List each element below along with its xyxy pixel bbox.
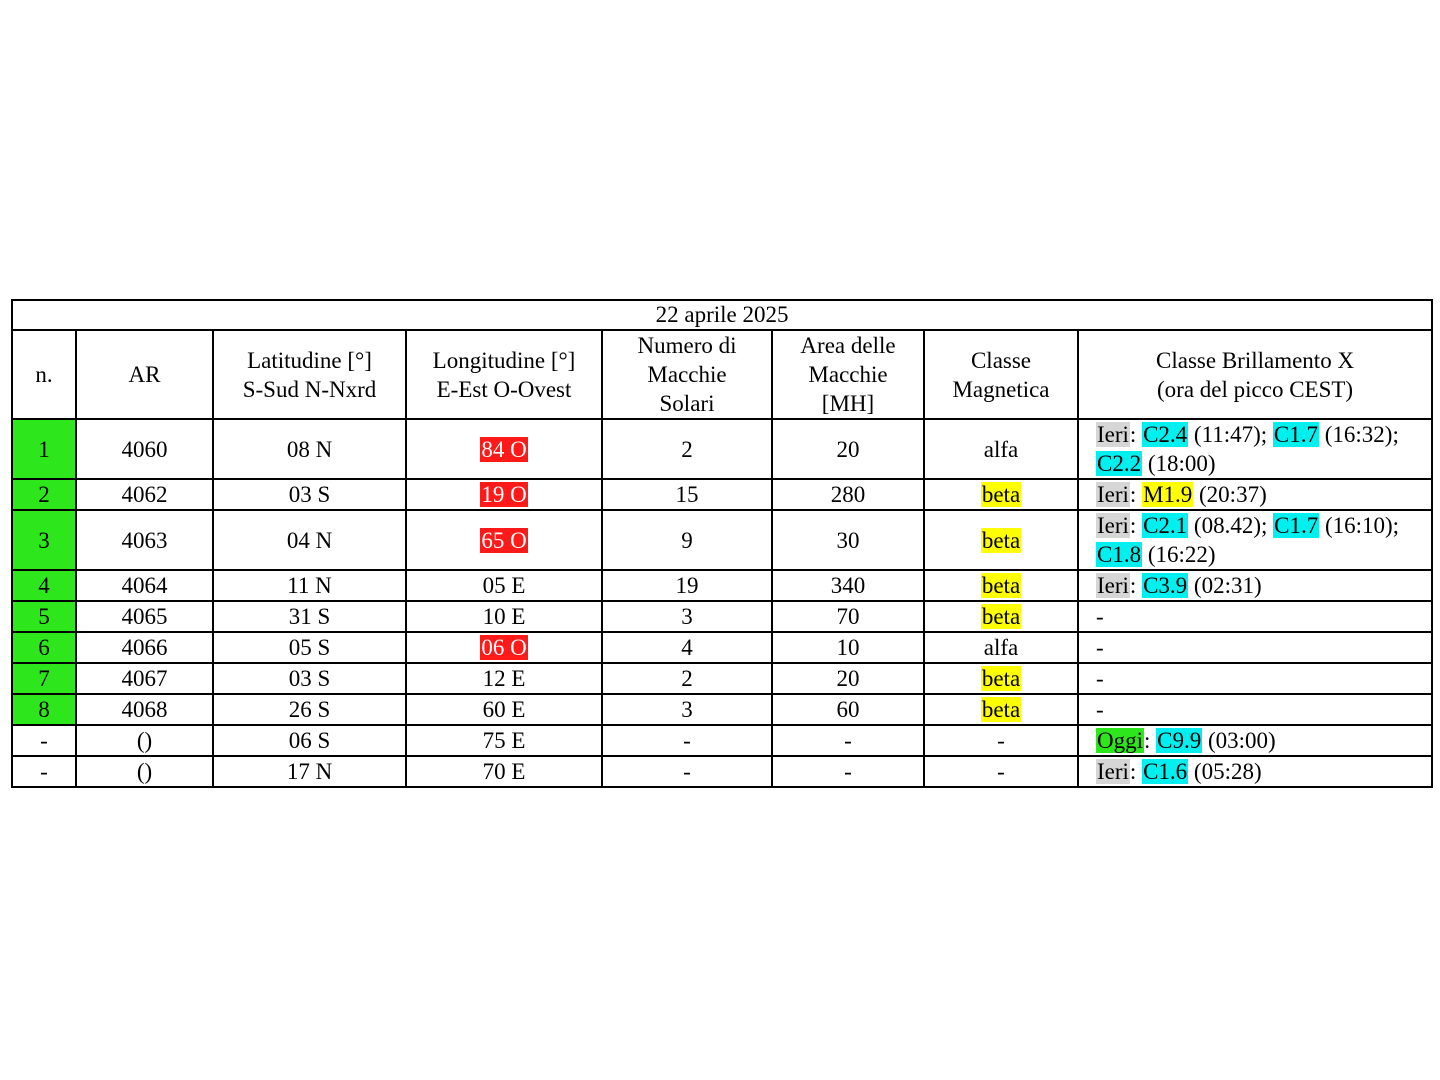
cell-ar: 4064 — [76, 570, 213, 601]
cell-latitude: 03 S — [213, 663, 406, 694]
cell-ar: 4065 — [76, 601, 213, 632]
flare-separator: : — [1129, 573, 1143, 598]
cell-magnetic-class — [924, 601, 1078, 632]
cell-n: 5 — [12, 601, 76, 632]
flare-class: C1.8 — [1097, 542, 1142, 567]
cell-ar: 4060 — [76, 419, 213, 479]
flare-day-label: Ieri — [1097, 759, 1129, 784]
cell-ar: () — [76, 725, 213, 756]
flare-separator: : — [1144, 728, 1157, 753]
magnetic-class-value: beta — [981, 604, 1021, 629]
cell-sunspot-area: 280 — [772, 479, 924, 510]
flare-class: C2.2 — [1097, 451, 1142, 476]
header-latitude: Latitudine [°] S-Sud N-Nxrd — [213, 330, 406, 419]
header-sunspot-area: Area delle Macchie [MH] — [772, 330, 924, 419]
table-row — [12, 479, 1432, 510]
magnetic-class-value: beta — [981, 666, 1021, 691]
flare-time: (03:00) — [1202, 728, 1276, 753]
flare-class: C1.7 — [1273, 422, 1318, 447]
cell-longitude — [406, 601, 602, 632]
cell-n: 1 — [12, 419, 76, 479]
magnetic-class-value: alfa — [983, 436, 1019, 462]
longitude-value: 70 E — [482, 759, 526, 784]
cell-sunspot-count: 3 — [602, 694, 772, 725]
cell-sunspot-area: 30 — [772, 510, 924, 570]
flare-time: (05:28) — [1188, 759, 1262, 784]
table-row — [12, 663, 1432, 694]
flare-day-label: Oggi — [1097, 728, 1143, 753]
cell-longitude — [406, 694, 602, 725]
cell-magnetic-class — [924, 419, 1078, 479]
header-longitude: Longitudine [°] E-Est O-Ovest — [406, 330, 602, 419]
cell-flare — [1078, 510, 1432, 570]
table-title: 22 aprile 2025 — [12, 300, 1432, 330]
longitude-value: 12 E — [482, 666, 526, 691]
cell-sunspot-count: - — [602, 756, 772, 787]
cell-sunspot-area: 20 — [772, 419, 924, 479]
cell-flare — [1078, 756, 1432, 787]
longitude-value: 05 E — [482, 573, 526, 598]
cell-latitude: 11 N — [213, 570, 406, 601]
flare-time: (16:22) — [1142, 542, 1216, 567]
cell-magnetic-class — [924, 510, 1078, 570]
table-body — [12, 419, 1432, 787]
header-flare-class: Classe Brillamento X (ora del picco CEST) — [1078, 330, 1432, 419]
magnetic-class-value: beta — [981, 482, 1021, 507]
cell-n: 7 — [12, 663, 76, 694]
flare-class: C9.9 — [1157, 728, 1202, 753]
cell-magnetic-class — [924, 694, 1078, 725]
cell-longitude — [406, 663, 602, 694]
cell-sunspot-area: - — [772, 756, 924, 787]
magnetic-class-value: - — [997, 759, 1005, 784]
flare-day-label: Ieri — [1097, 482, 1129, 507]
header-sunspot-count: Numero di Macchie Solari — [602, 330, 772, 419]
magnetic-class-value: beta — [981, 573, 1021, 598]
flare-separator: : — [1129, 422, 1143, 447]
table-row — [12, 756, 1432, 787]
cell-n: - — [12, 756, 76, 787]
cell-ar: 4068 — [76, 694, 213, 725]
flare-time: (16:32); — [1319, 422, 1405, 447]
cell-ar: 4062 — [76, 479, 213, 510]
longitude-value: 84 O — [481, 436, 527, 462]
flare-time: (18:00) — [1142, 451, 1216, 476]
cell-flare — [1078, 725, 1432, 756]
cell-sunspot-count: 3 — [602, 601, 772, 632]
cell-sunspot-area: 20 — [772, 663, 924, 694]
cell-magnetic-class — [924, 725, 1078, 756]
cell-ar: 4063 — [76, 510, 213, 570]
cell-ar: 4066 — [76, 632, 213, 663]
cell-ar: 4067 — [76, 663, 213, 694]
table-row — [12, 601, 1432, 632]
flare-day-label: Ieri — [1097, 422, 1129, 447]
cell-magnetic-class — [924, 479, 1078, 510]
cell-flare — [1078, 479, 1432, 510]
table-row — [12, 419, 1432, 479]
table-row — [12, 694, 1432, 725]
flare-time: (08.42); — [1188, 513, 1274, 538]
cell-sunspot-area: 60 — [772, 694, 924, 725]
cell-longitude — [406, 570, 602, 601]
flare-class: C1.7 — [1274, 513, 1319, 538]
flare-day-label: Ieri — [1097, 573, 1129, 598]
cell-longitude — [406, 756, 602, 787]
cell-sunspot-count: 9 — [602, 510, 772, 570]
magnetic-class-value: alfa — [983, 635, 1019, 660]
flare-time: (20:37) — [1193, 482, 1267, 507]
longitude-value: 10 E — [482, 604, 526, 629]
cell-n: 3 — [12, 510, 76, 570]
flare-class: C1.6 — [1143, 759, 1188, 784]
sunspot-table — [11, 299, 1433, 788]
table-row — [12, 570, 1432, 601]
flare-time: (02:31) — [1188, 573, 1262, 598]
cell-magnetic-class — [924, 756, 1078, 787]
longitude-value: 19 O — [481, 482, 527, 507]
flare-time: (16:10); — [1319, 513, 1405, 538]
cell-latitude: 06 S — [213, 725, 406, 756]
flare-time: (11:47); — [1188, 422, 1273, 447]
magnetic-class-value: - — [997, 728, 1005, 753]
cell-flare: - — [1078, 632, 1432, 663]
cell-latitude: 04 N — [213, 510, 406, 570]
flare-class: M1.9 — [1143, 482, 1193, 507]
flare-separator: : — [1129, 482, 1143, 507]
flare-separator: : — [1129, 759, 1143, 784]
cell-sunspot-count: 4 — [602, 632, 772, 663]
cell-sunspot-count: 2 — [602, 419, 772, 479]
flare-class: C2.4 — [1143, 422, 1188, 447]
longitude-value: 60 E — [482, 697, 526, 722]
cell-longitude — [406, 632, 602, 663]
cell-sunspot-count: 15 — [602, 479, 772, 510]
cell-longitude — [406, 510, 602, 570]
longitude-value: 65 O — [481, 527, 527, 553]
header-row — [12, 330, 1432, 419]
header-magnetic-class: Classe Magnetica — [924, 330, 1078, 419]
cell-sunspot-count: 19 — [602, 570, 772, 601]
cell-sunspot-count: - — [602, 725, 772, 756]
cell-latitude: 08 N — [213, 419, 406, 479]
cell-latitude: 31 S — [213, 601, 406, 632]
cell-sunspot-count: 2 — [602, 663, 772, 694]
longitude-value: 06 O — [481, 635, 527, 660]
cell-flare: - — [1078, 601, 1432, 632]
flare-class: C2.1 — [1143, 513, 1188, 538]
cell-sunspot-area: 340 — [772, 570, 924, 601]
flare-day-label: Ieri — [1097, 513, 1129, 538]
cell-longitude — [406, 479, 602, 510]
cell-latitude: 05 S — [213, 632, 406, 663]
cell-n: 8 — [12, 694, 76, 725]
cell-n: 2 — [12, 479, 76, 510]
cell-flare: - — [1078, 663, 1432, 694]
cell-magnetic-class — [924, 570, 1078, 601]
cell-latitude: 17 N — [213, 756, 406, 787]
magnetic-class-value: beta — [981, 527, 1021, 553]
longitude-value: 75 E — [482, 728, 526, 753]
cell-longitude — [406, 419, 602, 479]
cell-flare: - — [1078, 694, 1432, 725]
cell-n: 6 — [12, 632, 76, 663]
cell-latitude: 03 S — [213, 479, 406, 510]
table-row — [12, 632, 1432, 663]
cell-sunspot-area: 10 — [772, 632, 924, 663]
cell-sunspot-area: - — [772, 725, 924, 756]
cell-n: 4 — [12, 570, 76, 601]
magnetic-class-value: beta — [981, 697, 1021, 722]
cell-sunspot-area: 70 — [772, 601, 924, 632]
cell-longitude — [406, 725, 602, 756]
flare-class: C3.9 — [1143, 573, 1188, 598]
cell-latitude: 26 S — [213, 694, 406, 725]
cell-ar: () — [76, 756, 213, 787]
cell-flare — [1078, 570, 1432, 601]
cell-magnetic-class — [924, 632, 1078, 663]
header-ar: AR — [76, 330, 213, 419]
cell-n: - — [12, 725, 76, 756]
header-n: n. — [12, 330, 76, 419]
table-row — [12, 510, 1432, 570]
cell-flare — [1078, 419, 1432, 479]
flare-separator: : — [1129, 513, 1143, 538]
cell-magnetic-class — [924, 663, 1078, 694]
table-row — [12, 725, 1432, 756]
